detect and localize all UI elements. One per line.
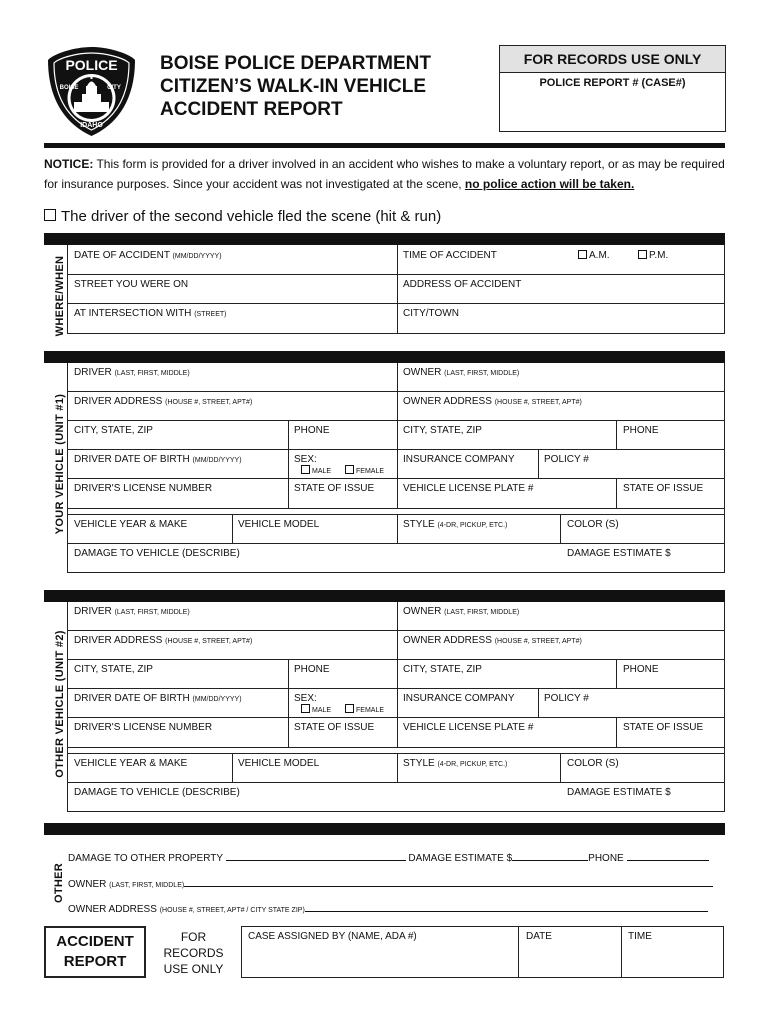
u2-female-checkbox[interactable]: [345, 704, 354, 713]
u2-left-border: [67, 602, 68, 812]
u2-line-2: [67, 659, 725, 660]
logo-police-text: POLICE: [65, 57, 118, 73]
other-owner-address-field[interactable]: [68, 904, 708, 915]
records-use-box: [499, 45, 726, 132]
u1-style-hint: (4-DR, PICKUP, ETC.): [437, 522, 508, 529]
notice-text: [44, 154, 728, 194]
footer-date-field[interactable]: DATE: [526, 931, 552, 942]
street-field[interactable]: STREET YOU WERE ON: [74, 279, 189, 290]
hit-and-run-checkbox[interactable]: [44, 209, 56, 221]
u2-line-1: [67, 630, 725, 631]
u2-line-4: [67, 717, 725, 718]
u2-male-checkbox[interactable]: [301, 704, 310, 713]
u2-sex-label: SEX:: [294, 693, 317, 704]
u1-line-7: [67, 543, 725, 544]
date-of-accident-field[interactable]: [74, 250, 222, 261]
pm-label: P.M.: [649, 250, 669, 261]
u2-license-field[interactable]: DRIVER'S LICENSE NUMBER: [74, 722, 213, 733]
ww-row-2-line: [67, 303, 725, 304]
logo-boise-text: BOISE: [59, 85, 79, 91]
where-when-header-bar: [44, 233, 725, 245]
u1-plate-state-field[interactable]: STATE OF ISSUE: [623, 483, 704, 494]
police-report-case-label: POLICE REPORT # (CASE#): [539, 77, 686, 89]
section-where-when: WHERE/WHEN: [54, 255, 66, 337]
am-checkbox[interactable]: [578, 250, 587, 259]
other-owner-address-line[interactable]: [305, 911, 708, 912]
report-title: [160, 52, 431, 121]
ww-row-1-line: [67, 274, 725, 275]
u2-driver-address-hint: (HOUSE #, STREET, APT#): [165, 638, 253, 645]
u1-line-2: [67, 420, 725, 421]
u1-driver-phone-field[interactable]: PHONE: [294, 425, 330, 436]
unit1-header-bar: [44, 351, 725, 363]
u1-female-label: FEMALE: [356, 468, 385, 475]
u1-line-5: [67, 508, 725, 509]
u2-license-state-field[interactable]: STATE OF ISSUE: [294, 722, 375, 733]
u2-driver-hint: (LAST, FIRST, MIDDLE): [114, 609, 190, 616]
intersection-hint: (STREET): [194, 311, 227, 318]
footer-time-divider: [621, 926, 622, 978]
u2-model-field[interactable]: VEHICLE MODEL: [238, 758, 320, 769]
logo-city-text: CITY: [107, 85, 121, 91]
u1-damage-estimate-field[interactable]: DAMAGE ESTIMATE $: [567, 548, 671, 559]
u2-dob-label: DRIVER DATE OF BIRTH: [74, 693, 190, 704]
u1-policy-field[interactable]: POLICY #: [544, 454, 589, 465]
u2-line-7: [67, 782, 725, 783]
u2-damage-field[interactable]: DAMAGE TO VEHICLE (DESCRIBE): [74, 787, 240, 798]
u1-male-checkbox[interactable]: [301, 465, 310, 474]
u2-right-border: [724, 602, 725, 812]
u1-style-label: STYLE: [403, 519, 435, 530]
u2-driver-field[interactable]: [74, 606, 190, 617]
date-format-hint: (MM/DD/YYYY): [172, 253, 222, 260]
unit2-header-bar: [44, 590, 725, 602]
footer-records-text: RECORDS: [163, 946, 224, 960]
records-use-title: FOR RECORDS USE ONLY: [500, 46, 725, 73]
u1-owner-field[interactable]: [403, 367, 519, 378]
police-badge-logo: [44, 44, 139, 139]
u2-line-5: [67, 747, 725, 748]
u1-male-label: MALE: [312, 468, 332, 475]
other-property-damage-label: DAMAGE TO OTHER PROPERTY: [68, 853, 223, 864]
u1-dob-label: DRIVER DATE OF BIRTH: [74, 454, 190, 465]
other-property-damage-line[interactable]: [226, 860, 406, 861]
hit-and-run-label: The driver of the second vehicle fled the scene (hit & run): [61, 208, 442, 225]
am-label: A.M.: [589, 250, 610, 261]
other-owner-field[interactable]: [68, 879, 713, 890]
u2-male-label: MALE: [312, 707, 332, 714]
other-phone-label: PHONE: [588, 853, 624, 864]
u2-owner-address-field[interactable]: [403, 635, 582, 646]
u2-female-label: FEMALE: [356, 707, 385, 714]
ww-right-border: [724, 245, 725, 333]
other-property-damage-field[interactable]: [68, 853, 709, 864]
u2-line-6: [67, 753, 725, 754]
u1-owner-address-label: OWNER ADDRESS: [403, 396, 492, 407]
u2-owner-hint: (LAST, FIRST, MIDDLE): [444, 609, 520, 616]
u2-state-divider: [616, 717, 617, 747]
u2-policy-field[interactable]: POLICY #: [544, 693, 589, 704]
u1-owner-label: OWNER: [403, 367, 442, 378]
title-line-3: ACCIDENT REPORT: [160, 99, 343, 120]
address-of-accident-field[interactable]: ADDRESS OF ACCIDENT: [403, 279, 522, 290]
u2-male-option[interactable]: [301, 704, 331, 714]
u1-driver-label: DRIVER: [74, 367, 112, 378]
footer-accident-text: ACCIDENT: [56, 933, 134, 950]
other-owner-line[interactable]: [184, 886, 713, 887]
other-owner-label: OWNER: [68, 879, 107, 890]
other-owner-hint: (LAST, FIRST, MIDDLE): [109, 882, 185, 889]
u1-dob-field[interactable]: [74, 454, 242, 465]
u1-dob-hint: (MM/DD/YYYY): [192, 457, 242, 464]
u1-owner-phone-field[interactable]: PHONE: [623, 425, 659, 436]
u2-driver-label: DRIVER: [74, 606, 112, 617]
ww-mid-divider: [397, 245, 398, 333]
u2-owner-label: OWNER: [403, 606, 442, 617]
u2-year-make-field[interactable]: VEHICLE YEAR & MAKE: [74, 758, 188, 769]
u1-male-option[interactable]: [301, 465, 331, 475]
section-other: OTHER: [53, 863, 65, 903]
title-line-1: BOISE POLICE DEPARTMENT: [160, 53, 431, 74]
u1-right-phone-divider: [616, 420, 617, 449]
u1-female-checkbox[interactable]: [345, 465, 354, 474]
u2-plate-field[interactable]: VEHICLE LICENSE PLATE #: [403, 722, 534, 733]
other-estimate-label: DAMAGE ESTIMATE $: [408, 853, 513, 864]
u2-owner-phone-field[interactable]: PHONE: [623, 664, 659, 675]
ww-left-border-2: [67, 303, 68, 333]
case-assigned-field[interactable]: CASE ASSIGNED BY (NAME, ADA #): [248, 931, 417, 942]
u2-dob-field[interactable]: [74, 693, 242, 704]
u1-line-3: [67, 449, 725, 450]
header-rule: [44, 143, 725, 148]
footer-report-text: REPORT: [63, 953, 127, 970]
u1-insurance-field[interactable]: INSURANCE COMPANY: [403, 454, 515, 465]
intersection-label: AT INTERSECTION WITH: [74, 308, 192, 319]
u2-driver-address-label: DRIVER ADDRESS: [74, 635, 163, 646]
u2-mid-divider: [397, 602, 398, 747]
other-estimate-line[interactable]: [512, 860, 588, 861]
pm-checkbox[interactable]: [638, 250, 647, 259]
u2-driver-address-field[interactable]: [74, 635, 252, 646]
u1-driver-address-hint: (HOUSE #, STREET, APT#): [165, 399, 253, 406]
time-of-accident-field[interactable]: TIME OF ACCIDENT: [403, 250, 497, 261]
u1-female-option[interactable]: [345, 465, 384, 475]
u2-driver-phone-field[interactable]: PHONE: [294, 664, 330, 675]
u1-bottom-line: [67, 572, 725, 573]
u2-model-divider: [232, 753, 233, 782]
notice-body: This form is provided for a driver involved in an accident who wishes to make a voluntary report, or as may be required for insurance purposes. Since your accident was not investigated at the scene,: [44, 157, 725, 191]
u1-model-divider: [232, 514, 233, 543]
u1-left-border: [67, 363, 68, 573]
am-option[interactable]: [578, 250, 610, 261]
u1-phone-divider: [288, 420, 289, 508]
footer-for-text: FOR: [180, 930, 207, 944]
u2-style-label: STYLE: [403, 758, 435, 769]
ww-bottom-line: [67, 333, 725, 334]
u2-right-phone-divider: [616, 659, 617, 688]
u2-style-field[interactable]: [403, 758, 507, 769]
u1-driver-hint: (LAST, FIRST, MIDDLE): [114, 370, 190, 377]
u1-policy-divider: [538, 449, 539, 478]
u2-color-field[interactable]: COLOR (S): [567, 758, 619, 769]
u2-owner-address-hint: (HOUSE #, STREET, APT#): [494, 638, 582, 645]
intersection-field[interactable]: [74, 308, 226, 319]
u1-year-make-field[interactable]: VEHICLE YEAR & MAKE: [74, 519, 188, 530]
u1-owner-hint: (LAST, FIRST, MIDDLE): [444, 370, 520, 377]
u2-owner-field[interactable]: [403, 606, 519, 617]
other-header-bar: [44, 823, 725, 835]
u1-owner-city-field[interactable]: CITY, STATE, ZIP: [403, 425, 482, 436]
footer-records-use: [146, 926, 241, 978]
u2-insurance-field[interactable]: INSURANCE COMPANY: [403, 693, 515, 704]
logo-idaho-text: IDAHO: [80, 122, 103, 129]
u1-owner-address-field[interactable]: [403, 396, 582, 407]
u2-female-option[interactable]: [345, 704, 384, 714]
u2-dob-hint: (MM/DD/YYYY): [192, 696, 242, 703]
date-of-accident-label: DATE OF ACCIDENT: [74, 250, 170, 261]
other-phone-line[interactable]: [627, 860, 709, 861]
u2-owner-address-label: OWNER ADDRESS: [403, 635, 492, 646]
u1-license-field[interactable]: DRIVER'S LICENSE NUMBER: [74, 483, 213, 494]
other-owner-address-hint: (HOUSE #, STREET, APT# / CITY STATE ZIP): [159, 907, 305, 914]
u1-model-field[interactable]: VEHICLE MODEL: [238, 519, 320, 530]
u2-color-divider: [560, 753, 561, 782]
u2-owner-city-field[interactable]: CITY, STATE, ZIP: [403, 664, 482, 675]
u2-bottom-line: [67, 811, 725, 812]
u2-phone-divider: [288, 659, 289, 747]
u1-mid-divider: [397, 363, 398, 508]
notice-label: NOTICE:: [44, 157, 94, 171]
u2-style-hint: (4-DR, PICKUP, ETC.): [437, 761, 508, 768]
hit-and-run-option[interactable]: [44, 208, 441, 225]
accident-report-label-box: [44, 926, 146, 978]
u2-policy-divider: [538, 688, 539, 717]
u2-style-divider: [397, 753, 398, 782]
u1-color-field[interactable]: COLOR (S): [567, 519, 619, 530]
u1-damage-field[interactable]: DAMAGE TO VEHICLE (DESCRIBE): [74, 548, 240, 559]
u1-driver-field[interactable]: [74, 367, 190, 378]
footer-date-divider: [518, 926, 519, 978]
u1-driver-address-label: DRIVER ADDRESS: [74, 396, 163, 407]
u1-license-state-field[interactable]: STATE OF ISSUE: [294, 483, 375, 494]
u1-color-divider: [560, 514, 561, 543]
u1-line-4: [67, 478, 725, 479]
u1-style-divider: [397, 514, 398, 543]
u2-line-3: [67, 688, 725, 689]
notice-emphasis: no police action will be taken.: [464, 177, 635, 191]
u1-plate-field[interactable]: VEHICLE LICENSE PLATE #: [403, 483, 534, 494]
u1-owner-address-hint: (HOUSE #, STREET, APT#): [494, 399, 582, 406]
u2-plate-state-field[interactable]: STATE OF ISSUE: [623, 722, 704, 733]
u1-driver-city-field[interactable]: CITY, STATE, ZIP: [74, 425, 153, 436]
u1-style-field[interactable]: [403, 519, 507, 530]
section-other-vehicle: OTHER VEHICLE (UNIT #2): [54, 630, 66, 778]
u1-line-1: [67, 391, 725, 392]
u1-driver-address-field[interactable]: [74, 396, 252, 407]
section-your-vehicle: YOUR VEHICLE (UNIT #1): [54, 393, 66, 535]
u2-driver-city-field[interactable]: CITY, STATE, ZIP: [74, 664, 153, 675]
u1-state-divider: [616, 478, 617, 508]
other-owner-address-label: OWNER ADDRESS: [68, 904, 157, 915]
u2-damage-estimate-field[interactable]: DAMAGE ESTIMATE $: [567, 787, 671, 798]
city-town-field[interactable]: CITY/TOWN: [403, 308, 459, 319]
footer-time-field[interactable]: TIME: [628, 931, 652, 942]
u1-line-6: [67, 514, 725, 515]
title-line-2: CITIZEN’S WALK-IN VEHICLE: [160, 76, 426, 97]
pm-option[interactable]: [638, 250, 668, 261]
u1-right-border: [724, 363, 725, 573]
u1-sex-label: SEX:: [294, 454, 317, 465]
footer-use-only-text: USE ONLY: [163, 962, 224, 976]
